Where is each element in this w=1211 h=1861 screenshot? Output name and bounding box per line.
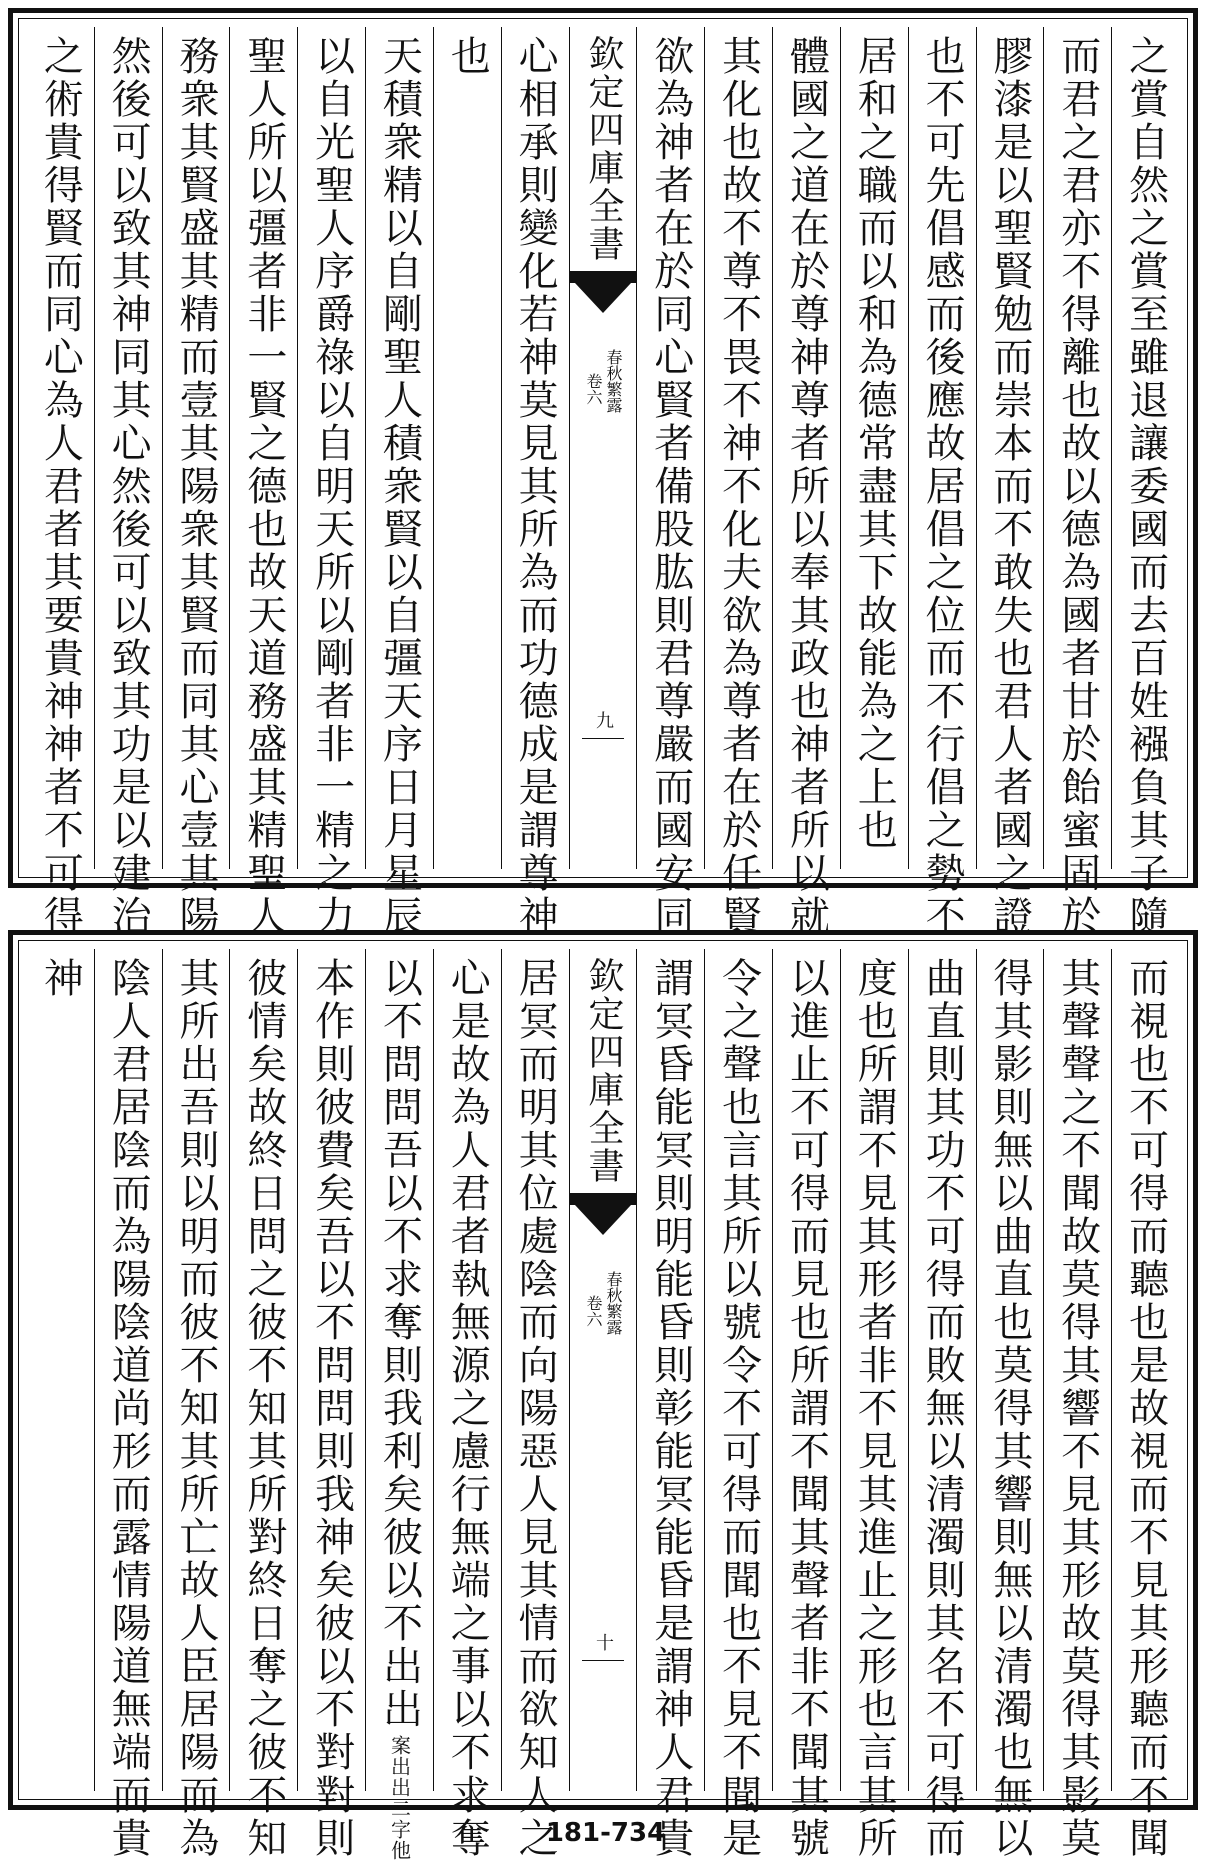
- text-column: 居和之職而以和為德常盡其下故能為之上也: [840, 27, 908, 869]
- library-title: 欽定四庫全書: [582, 35, 624, 263]
- text-column: 其聲聲之不聞故莫得其響不見其形故莫得其影莫: [1043, 949, 1111, 1791]
- text-column: 度也所謂不見其形者非不見其進止之形也言其所: [840, 949, 908, 1791]
- text-column: 也: [433, 27, 501, 869]
- page-code: 181-734: [545, 1818, 666, 1848]
- volume-label: 卷六: [583, 373, 603, 405]
- text-column: 務衆其賢盛其精而壹其陽衆其賢而同其心壹其陽: [162, 27, 230, 869]
- text-column: 心相承則變化若神莫見其所為而功德成是謂尊神: [501, 27, 569, 869]
- text-column: 令之聲也言其所以號令不可得而聞也不見不聞是: [704, 949, 772, 1791]
- top-columns: [27, 27, 1179, 938]
- divider: [582, 1660, 625, 1662]
- text-column: 然後可以致其神同其心然後可以致其功是以建治: [94, 27, 162, 869]
- text-column: 以不問問吾以不求奪則我利矣彼以不出出 案出出二字他: [365, 949, 433, 1791]
- fish-tail-ornament-icon: [570, 271, 637, 341]
- text-column: 天積衆精以自剛聖人積衆賢以自彊天序日月星辰: [365, 27, 433, 869]
- text-column: 聖人所以彊者非一賢之德也故天道務盛其精聖人: [229, 27, 297, 869]
- text-column: 其所出吾則以明而彼不知其所亡故人臣居陽而為: [162, 949, 230, 1791]
- text-column: 彼情矣故終日問之彼不知其所對終日奪之彼不知: [229, 949, 297, 1791]
- top-page: [8, 8, 1198, 938]
- page-center-strip: [569, 949, 637, 1791]
- library-title: 欽定四庫全書: [582, 957, 624, 1185]
- text-column: 而視也不可得而聽也是故視而不見其形聽而不聞: [1111, 949, 1179, 1791]
- book-info: [585, 349, 621, 413]
- text-column: 以進止不可得而見也所謂不聞其聲者非不聞其號: [772, 949, 840, 1791]
- text-column: 本作則彼費矣吾以不問問則我神矣彼以不對對則: [297, 949, 365, 1791]
- text-column: 居冥而明其位處陰而向陽惡人見其情而欲知人之: [501, 949, 569, 1791]
- text-column: 以自光聖人序爵祿以自明天所以剛者非一精之力: [297, 27, 365, 869]
- fish-tail-ornament-icon: [570, 1193, 637, 1263]
- text-column: 陰人君居陰而為陽陰道尚形而露情陽道無端而貴: [94, 949, 162, 1791]
- page-number: 九: [592, 711, 614, 729]
- text-column: 心是故為人君者執無源之慮行無端之事以不求奪: [433, 949, 501, 1791]
- text-column: 也不可先倡感而後應故居倡之位而不行倡之勢不: [908, 27, 976, 869]
- page-number: 十: [592, 1633, 614, 1651]
- volume-label: 卷六: [583, 1295, 603, 1327]
- text-column: 膠漆是以聖賢勉而崇本而不敢失也君人者國之證: [976, 27, 1044, 869]
- text-column: 謂冥昏能冥則明能昏則彰能冥能昏是謂神人君貴: [636, 949, 704, 1791]
- text-column: 得其影則無以曲直也莫得其響則無以清濁也無以: [976, 949, 1044, 1791]
- book-title: 春秋繁露: [603, 1271, 623, 1335]
- text-column: 其化也故不尊不畏不神不化夫欲為尊者在於任賢: [704, 27, 772, 869]
- text-column: 體國之道在於尊神尊者所以奉其政也神者所以就: [772, 27, 840, 869]
- book-title: 春秋繁露: [603, 349, 623, 413]
- text-column: 而君之君亦不得離也故以德為國者甘於飴蜜固於: [1043, 27, 1111, 869]
- text-column: 神: [37, 957, 84, 1000]
- annotation-note: 案出出二字他: [387, 1735, 412, 1861]
- text-column: 曲直則其功不可得而敗無以清濁則其名不可得而: [908, 949, 976, 1791]
- text-column: 之術貴得賢而同心為人君者其要貴神神者不可得: [37, 35, 84, 938]
- page-center-strip: [569, 27, 637, 869]
- divider: [582, 738, 625, 740]
- text-column: 欲為神者在於同心賢者備股肱則君尊嚴而國安同: [636, 27, 704, 869]
- text-column: 之賞自然之賞至雖退讓委國而去百姓襁負其子隨: [1111, 27, 1179, 869]
- book-info: [585, 1271, 621, 1335]
